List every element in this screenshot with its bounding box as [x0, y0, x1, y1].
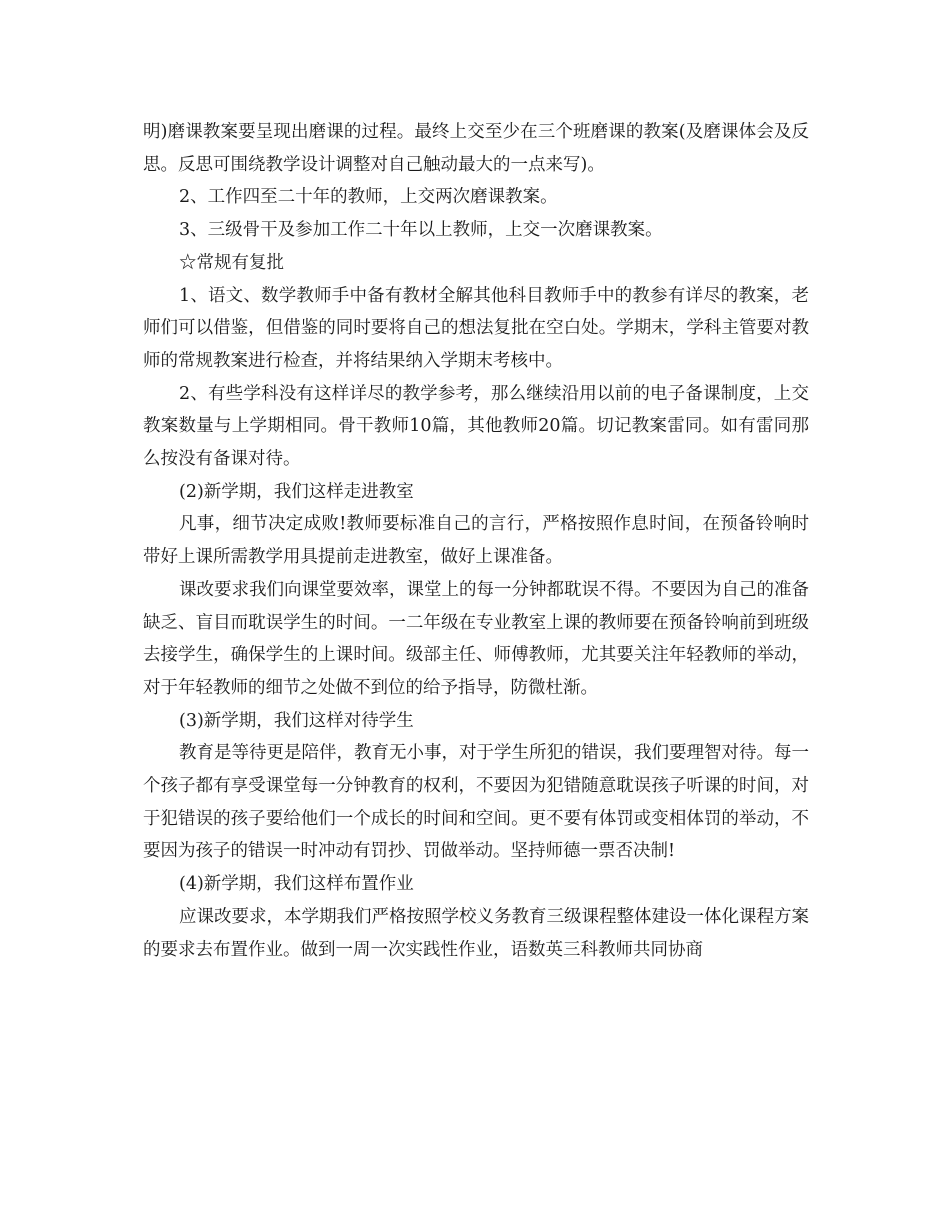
list-item-3: 3、三级骨干及参加工作二十年以上教师，上交一次磨课教案。 [179, 220, 663, 241]
classroom-paragraph-2: 课改要求我们向课堂要效率，课堂上的每一分钟都耽误不得。不要因为自己的准备缺乏、盲目而耽误学生的时间。一二年级在专业教室上课的教师要在预备铃响前到班级去接学生，确保学生的上课时间。级部主任、师傅教师，尤其要关注年轻教师的举动，对于年轻教师的细节之处做不到位的给予指导，防微杜渐。 [143, 579, 809, 698]
homework-paragraph: 应课改要求，本学期我们严格按照学校义务教育三级课程整体建设一体化课程方案的要求去布置作业。做到一周一次实践性作业，语数英三科教师共同协商 [143, 906, 809, 960]
paragraph-continuation: 明)磨课教案要呈现出磨课的过程。最终上交至少在三个班磨课的教案(及磨课体会及反思。反思可围绕教学设计调整对自己触动最大的一点来写)。 [143, 122, 809, 175]
section-heading-review: ☆常规有复批 [179, 252, 284, 273]
section-heading-students: (3)新学期，我们这样对待学生 [179, 710, 414, 731]
review-paragraph-2: 2、有些学科没有这样详尽的教学参考，那么继续沿用以前的电子备课制度，上交教案数量与上学期相同。骨干教师10篇，其他教师20篇。切记教案雷同。如有雷同那么按没有备课对待。 [143, 383, 809, 470]
classroom-paragraph-1: 凡事，细节决定成败!教师要标准自己的言行，严格按照作息时间，在预备铃响时带好上课所需教学用具提前走进教室，做好上课准备。 [143, 514, 809, 568]
section-heading-classroom: (2)新学期，我们这样走进教室 [179, 481, 414, 502]
document-page [143, 116, 809, 966]
list-item-2: 2、工作四至二十年的教师，上交两次磨课教案。 [179, 187, 558, 208]
review-paragraph-1: 1、语文、数学教师手中备有教材全解其他科目教师手中的教参有详尽的教案，老师们可以借鉴，但借鉴的同时要将自己的想法复批在空白处。学期末，学科主管要对教师的常规教案进行检查，并将结果纳入学期末考核中。 [143, 285, 809, 371]
students-paragraph: 教育是等待更是陪伴，教育无小事，对于学生所犯的错误，我们要理智对待。每一个孩子都有享受课堂每一分钟教育的权利，不要因为犯错随意耽误孩子听课的时间，对于犯错误的孩子要给他们一个成长的时间和空间。更不要有体罚或变相体罚的举动，不要因为孩子的错误一时冲动有罚抄、罚做举动。坚持师德一票否决制! [143, 743, 809, 862]
section-heading-homework: (4)新学期，我们这样布置作业 [179, 874, 414, 895]
